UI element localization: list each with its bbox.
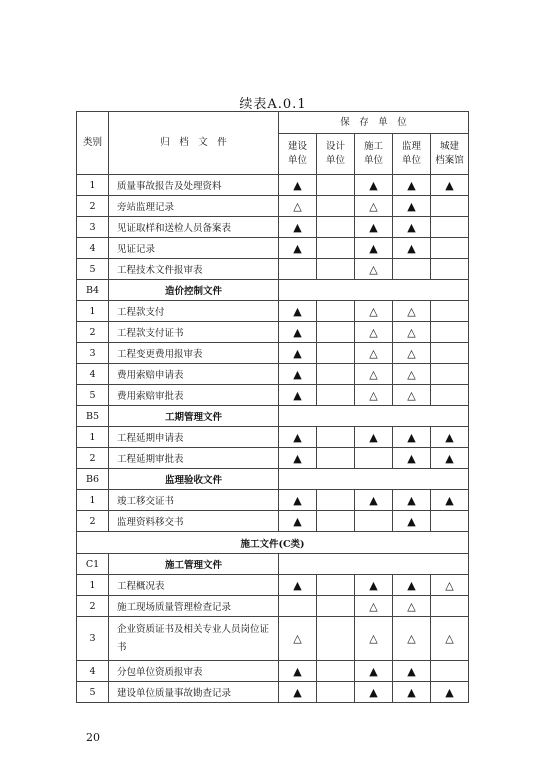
document-name: 分包单位资质报审表 <box>109 661 279 682</box>
filled-triangle-mark: ▲ <box>393 661 431 682</box>
table-row <box>77 448 469 469</box>
row-number: 4 <box>77 364 109 385</box>
table-row <box>77 661 469 682</box>
empty-mark-cell <box>431 301 469 322</box>
table-row <box>77 427 469 448</box>
hollow-triangle-mark: △ <box>355 196 393 217</box>
row-number: 1 <box>77 490 109 511</box>
hollow-triangle-mark: △ <box>355 301 393 322</box>
group-row <box>77 554 469 575</box>
table-row <box>77 682 469 703</box>
filled-triangle-mark: ▲ <box>279 175 317 196</box>
filled-triangle-mark: ▲ <box>279 385 317 406</box>
document-name: 建设单位质量事故勘查记录 <box>109 682 279 703</box>
section-row <box>77 532 469 554</box>
hollow-triangle-mark: △ <box>393 343 431 364</box>
filled-triangle-mark: ▲ <box>279 301 317 322</box>
group-title: 施工管理文件 <box>109 554 279 575</box>
filled-triangle-mark: ▲ <box>431 175 469 196</box>
group-code: B5 <box>77 406 109 427</box>
table-row <box>77 259 469 280</box>
group-code: B6 <box>77 469 109 490</box>
empty-mark-cell <box>355 511 393 532</box>
filled-triangle-mark: ▲ <box>279 217 317 238</box>
table-row <box>77 196 469 217</box>
unit-line2: 单位 <box>363 155 383 166</box>
group-row <box>77 280 469 301</box>
filled-triangle-mark: ▲ <box>355 217 393 238</box>
document-name: 工程延期审批表 <box>109 448 279 469</box>
group-title: 监理验收文件 <box>109 469 279 490</box>
empty-mark-cell <box>279 596 317 617</box>
unit-line1: 建设 <box>287 141 307 152</box>
filled-triangle-mark: ▲ <box>431 448 469 469</box>
row-number: 4 <box>77 238 109 259</box>
filled-triangle-mark: ▲ <box>431 682 469 703</box>
empty-mark-cell <box>317 682 355 703</box>
row-number: 3 <box>77 617 109 661</box>
document-name: 工程款支付 <box>109 301 279 322</box>
row-number: 3 <box>77 217 109 238</box>
filled-triangle-mark: ▲ <box>279 427 317 448</box>
document-name: 工程变更费用报审表 <box>109 343 279 364</box>
table-row <box>77 175 469 196</box>
document-name: 旁站监理记录 <box>109 196 279 217</box>
archive-table <box>76 111 469 703</box>
header-storage: 保 存 单 位 <box>279 112 469 134</box>
empty-mark-cell <box>317 617 355 661</box>
empty-mark-cell <box>317 343 355 364</box>
row-number: 2 <box>77 596 109 617</box>
unit-line1: 设计 <box>325 141 345 152</box>
group-row <box>77 406 469 427</box>
filled-triangle-mark: ▲ <box>279 511 317 532</box>
filled-triangle-mark: ▲ <box>279 490 317 511</box>
table-row <box>77 575 469 596</box>
table-row <box>77 364 469 385</box>
filled-triangle-mark: ▲ <box>355 490 393 511</box>
empty-mark-cell <box>431 322 469 343</box>
empty-mark-cell <box>355 448 393 469</box>
hollow-triangle-mark: △ <box>279 617 317 661</box>
unit-line2: 档案馆 <box>435 155 464 166</box>
empty-mark-cell <box>317 196 355 217</box>
empty-mark-cell <box>393 259 431 280</box>
hollow-triangle-mark: △ <box>393 617 431 661</box>
hollow-triangle-mark: △ <box>355 322 393 343</box>
empty-mark-cell <box>431 661 469 682</box>
table-row <box>77 343 469 364</box>
table-caption: 续表A.0.1 <box>239 97 307 112</box>
document-name: 竣工移交证书 <box>109 490 279 511</box>
empty-mark-cell <box>317 385 355 406</box>
empty-mark-cell <box>317 596 355 617</box>
group-empty-cell <box>279 280 469 301</box>
header-unit <box>431 134 469 175</box>
filled-triangle-mark: ▲ <box>431 490 469 511</box>
filled-triangle-mark: ▲ <box>393 217 431 238</box>
document-name: 监理资料移交书 <box>109 511 279 532</box>
hollow-triangle-mark: △ <box>355 385 393 406</box>
document-name: 工程概况表 <box>109 575 279 596</box>
row-number: 3 <box>77 343 109 364</box>
hollow-triangle-mark: △ <box>431 575 469 596</box>
group-title: 造价控制文件 <box>109 280 279 301</box>
hollow-triangle-mark: △ <box>393 385 431 406</box>
document-name: 费用索赔申请表 <box>109 364 279 385</box>
filled-triangle-mark: ▲ <box>279 343 317 364</box>
row-number: 1 <box>77 175 109 196</box>
row-number: 1 <box>77 575 109 596</box>
empty-mark-cell <box>317 259 355 280</box>
header-unit <box>317 134 355 175</box>
hollow-triangle-mark: △ <box>393 301 431 322</box>
page-number: 20 <box>86 731 100 744</box>
header-row-top <box>77 112 469 134</box>
unit-line1: 监理 <box>401 141 421 152</box>
row-number: 4 <box>77 661 109 682</box>
filled-triangle-mark: ▲ <box>393 682 431 703</box>
filled-triangle-mark: ▲ <box>393 196 431 217</box>
table-row <box>77 217 469 238</box>
empty-mark-cell <box>431 217 469 238</box>
empty-mark-cell <box>317 661 355 682</box>
filled-triangle-mark: ▲ <box>355 682 393 703</box>
empty-mark-cell <box>317 364 355 385</box>
filled-triangle-mark: ▲ <box>393 175 431 196</box>
filled-triangle-mark: ▲ <box>355 661 393 682</box>
hollow-triangle-mark: △ <box>393 596 431 617</box>
header-category: 类别 <box>77 112 109 175</box>
table-row <box>77 385 469 406</box>
empty-mark-cell <box>317 448 355 469</box>
filled-triangle-mark: ▲ <box>279 238 317 259</box>
row-number: 5 <box>77 682 109 703</box>
hollow-triangle-mark: △ <box>431 617 469 661</box>
unit-line1: 施工 <box>363 141 383 152</box>
row-number: 2 <box>77 448 109 469</box>
filled-triangle-mark: ▲ <box>279 575 317 596</box>
document-name: 工程款支付证书 <box>109 322 279 343</box>
document-name: 见证记录 <box>109 238 279 259</box>
empty-mark-cell <box>431 385 469 406</box>
filled-triangle-mark: ▲ <box>355 575 393 596</box>
hollow-triangle-mark: △ <box>355 364 393 385</box>
hollow-triangle-mark: △ <box>355 596 393 617</box>
table-row <box>77 511 469 532</box>
empty-mark-cell <box>431 364 469 385</box>
hollow-triangle-mark: △ <box>393 322 431 343</box>
filled-triangle-mark: ▲ <box>431 427 469 448</box>
document-name: 见证取样和送检人员备案表 <box>109 217 279 238</box>
filled-triangle-mark: ▲ <box>355 427 393 448</box>
group-empty-cell <box>279 469 469 490</box>
group-empty-cell <box>279 406 469 427</box>
filled-triangle-mark: ▲ <box>279 448 317 469</box>
unit-line2: 单位 <box>287 155 307 166</box>
empty-mark-cell <box>317 511 355 532</box>
empty-mark-cell <box>431 343 469 364</box>
document-name: 施工现场质量管理检查记录 <box>109 596 279 617</box>
document-name: 费用索赔审批表 <box>109 385 279 406</box>
empty-mark-cell <box>431 238 469 259</box>
hollow-triangle-mark: △ <box>393 364 431 385</box>
table-row <box>77 322 469 343</box>
row-number: 2 <box>77 322 109 343</box>
empty-mark-cell <box>317 575 355 596</box>
header-unit <box>393 134 431 175</box>
group-empty-cell <box>279 554 469 575</box>
empty-mark-cell <box>431 511 469 532</box>
row-number: 2 <box>77 196 109 217</box>
empty-mark-cell <box>431 596 469 617</box>
empty-mark-cell <box>317 217 355 238</box>
document-name: 质量事故报告及处理资料 <box>109 175 279 196</box>
hollow-triangle-mark: △ <box>355 343 393 364</box>
row-number: 2 <box>77 511 109 532</box>
empty-mark-cell <box>431 196 469 217</box>
unit-line1: 城建 <box>440 141 460 152</box>
empty-mark-cell <box>317 301 355 322</box>
empty-mark-cell <box>317 322 355 343</box>
table-row <box>77 238 469 259</box>
header-unit <box>279 134 317 175</box>
table-row <box>77 301 469 322</box>
empty-mark-cell <box>317 238 355 259</box>
row-number: 5 <box>77 385 109 406</box>
filled-triangle-mark: ▲ <box>393 238 431 259</box>
filled-triangle-mark: ▲ <box>355 175 393 196</box>
hollow-triangle-mark: △ <box>355 259 393 280</box>
empty-mark-cell <box>317 490 355 511</box>
filled-triangle-mark: ▲ <box>393 448 431 469</box>
filled-triangle-mark: ▲ <box>279 682 317 703</box>
filled-triangle-mark: ▲ <box>393 427 431 448</box>
section-title: 施工文件(C类) <box>77 532 469 554</box>
group-code: B4 <box>77 280 109 301</box>
empty-mark-cell <box>317 175 355 196</box>
group-code: C1 <box>77 554 109 575</box>
document-name: 企业资质证书及相关专业人员岗位证书 <box>109 617 279 661</box>
header-document: 归 档 文 件 <box>109 112 279 175</box>
row-number: 1 <box>77 427 109 448</box>
filled-triangle-mark: ▲ <box>279 661 317 682</box>
filled-triangle-mark: ▲ <box>279 364 317 385</box>
hollow-triangle-mark: △ <box>355 617 393 661</box>
table-body <box>77 112 469 703</box>
table-row <box>77 617 469 661</box>
filled-triangle-mark: ▲ <box>393 511 431 532</box>
filled-triangle-mark: ▲ <box>393 575 431 596</box>
group-title: 工期管理文件 <box>109 406 279 427</box>
table-row <box>77 490 469 511</box>
row-number: 1 <box>77 301 109 322</box>
header-unit <box>355 134 393 175</box>
filled-triangle-mark: ▲ <box>393 490 431 511</box>
table-row <box>77 596 469 617</box>
empty-mark-cell <box>279 259 317 280</box>
filled-triangle-mark: ▲ <box>355 238 393 259</box>
document-name: 工程技术文件报审表 <box>109 259 279 280</box>
hollow-triangle-mark: △ <box>279 196 317 217</box>
unit-line2: 单位 <box>401 155 421 166</box>
document-name: 工程延期申请表 <box>109 427 279 448</box>
group-row <box>77 469 469 490</box>
empty-mark-cell <box>431 259 469 280</box>
row-number: 5 <box>77 259 109 280</box>
empty-mark-cell <box>317 427 355 448</box>
unit-line2: 单位 <box>325 155 345 166</box>
filled-triangle-mark: ▲ <box>279 322 317 343</box>
